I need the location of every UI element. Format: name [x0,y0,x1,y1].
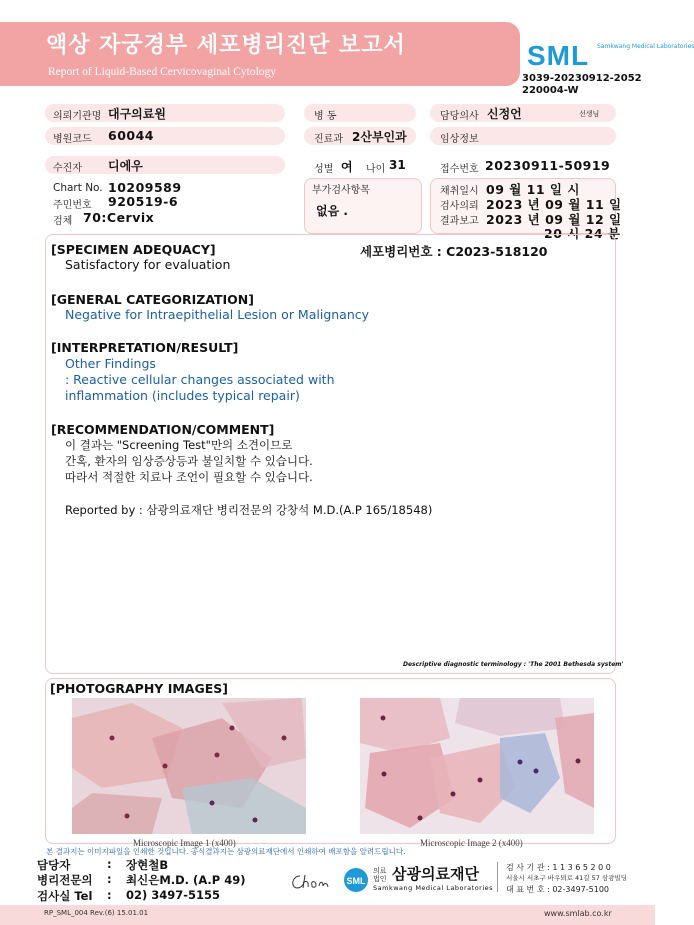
patient-value: 디에우 [108,159,143,173]
org-prefix: 의료 법인 [373,867,387,883]
lab-tel-colon: : [107,888,112,902]
general-title: [GENERAL CATEGORIZATION] [51,292,254,307]
terminology-footnote: Descriptive diagnostic terminology : 'The 2001 Bethesda system' [403,661,624,668]
resident-value: 920519-6 [108,194,179,209]
image-2-caption: Microscopic Image 2 (x400) [420,838,523,848]
request-value: 2023 년 09 월 11 일 [486,197,622,212]
clinical-label: 임상정보 [440,134,479,145]
staff-value: 장현철B [126,858,169,872]
org-subname: Samkwang Medical Laboratories [373,884,494,892]
hospital-code-label: 병원코드 [53,134,92,145]
samkwang-logo [343,867,369,897]
staff-colon: : [107,857,112,871]
svg-text:SML: SML [346,876,366,886]
pathologist-colon: : [107,872,112,886]
doctor-label: 담당의사 [440,111,479,122]
collect-label: 채취일시 [440,186,479,197]
footer-divider [497,862,498,892]
extra-tests-value: 없음 . [316,204,348,218]
dept-value: 2산부인과 [352,130,407,144]
logo-text: SML [527,40,590,71]
institution-label: 의뢰기관명 [53,111,102,122]
doc-number-line2: 220004-W [522,85,579,96]
specimen-label: 검체 [53,216,73,227]
pathologist-value: 최신은M.D. (A.P 49) [126,873,246,887]
report-title: 액상 자궁경부 세포병리진단 보고서 [46,33,406,58]
interpretation-line-3: inflammation (includes typical repair) [65,388,300,403]
resident-label: 주민번호 [53,200,92,211]
age-label: 나이 [366,164,386,175]
interpretation-line-1: Other Findings [65,356,156,371]
report-time-value: 20 시 24 분 [544,226,621,241]
report-date-label: 결과보고 [440,216,479,227]
ward-label: 병 동 [314,111,337,122]
extra-tests-label: 부가검사항목 [312,185,370,196]
signature-mark [288,871,330,893]
recommendation-title: [RECOMMENDATION/COMMENT] [51,422,275,437]
dept-label: 진료과 [314,134,343,145]
report-date-value: 2023 년 09 월 12 일 [486,212,622,227]
doc-number-line1: 3039-20230912-2052 [522,73,642,84]
cytology-number: 세포병리번호 : C2023-518120 [360,244,548,259]
image-1-caption: Microscopic Image 1 (x400) [133,838,236,848]
org-name: 삼광의료재단 [392,865,479,883]
org-contact [506,862,627,895]
report-subtitle: Report of Liquid-Based Cervicovaginal Cytology [48,66,277,78]
age-value: 31 [389,158,406,172]
microscopic-image-1-graphic [72,698,306,834]
adequacy-text: Satisfactory for evaluation [65,257,231,272]
chart-label: Chart No. [53,182,103,194]
logo-subtext: Samkwang Medical Laboratories [597,43,694,50]
document-number [522,73,642,97]
org-contact-line-2: 서울시 서초구 바우뫼로 41길 57 삼광빌딩 [506,874,628,882]
general-text: Negative for Intraepithelial Lesion or Malignancy [65,307,370,322]
staff-label: 담당자 [37,858,71,872]
form-code: RP_SML_004 Rev.(6) 15.01.01 [44,909,149,917]
patient-label: 수진자 [53,163,82,174]
print-notice: 본 결과지는 이미지파일을 인쇄한 것입니다. 공식결과지는 삼광의료재단에서 인쇄하여 배포함을 알려드립니다. [46,847,406,856]
receipt-value: 20230911-50919 [485,158,611,173]
sex-value: 여 [341,160,353,174]
sex-label: 성별 [314,164,334,175]
request-label: 검사의뢰 [440,201,479,212]
lab-tel-value: 02) 3497-5155 [126,888,221,902]
chart-value: 10209589 [108,180,182,195]
recommendation-line-2: 간혹, 환자의 임상증상등과 불일치할 수 있습니다. [65,454,313,468]
doctor-suffix: 선생님 [579,110,600,118]
interpretation-title: [INTERPRETATION/RESULT] [51,340,239,355]
sml-logo [527,40,694,72]
microscopic-image-1 [72,698,306,834]
pathologist-label: 병리전문의 [37,873,93,887]
org-contact-line-3: 대 표 번 호 : 02-3497-5100 [506,885,609,894]
recommendation-line-1: 이 결과는 "Screening Test"만의 소견이므로 [65,438,293,452]
institution-value: 대구의료원 [108,107,166,121]
reported-by: Reported by : 삼광의료재단 병리전문의 강창석 M.D.(A.P 165/18548) [65,503,433,517]
receipt-label: 접수번호 [440,164,479,175]
org-contact-line-1: 검 사 기 관 : 1 1 3 6 5 2 0 0 [506,863,611,872]
hospital-code-value: 60044 [108,128,154,143]
samkwang-emblem-icon [343,867,369,893]
adequacy-title: [SPECIMEN ADEQUACY] [51,242,216,257]
microscopic-image-2-graphic [360,698,594,834]
recommendation-line-3: 따라서 적절한 치료나 조언이 필요할 수 있습니다. [65,470,313,484]
doctor-value: 신정언 [487,107,522,121]
microscopic-image-2 [360,698,594,834]
specimen-value: 70:Cervix [83,210,155,225]
website-link[interactable]: www.smlab.co.kr [544,909,612,918]
photography-title: [PHOTOGRAPHY IMAGES] [50,681,228,696]
lab-tel-label: 검사실 Tel [37,889,93,903]
interpretation-line-2: : Reactive cellular changes associated with [65,372,335,387]
collect-value: 09 월 11 일 시 [486,182,580,197]
